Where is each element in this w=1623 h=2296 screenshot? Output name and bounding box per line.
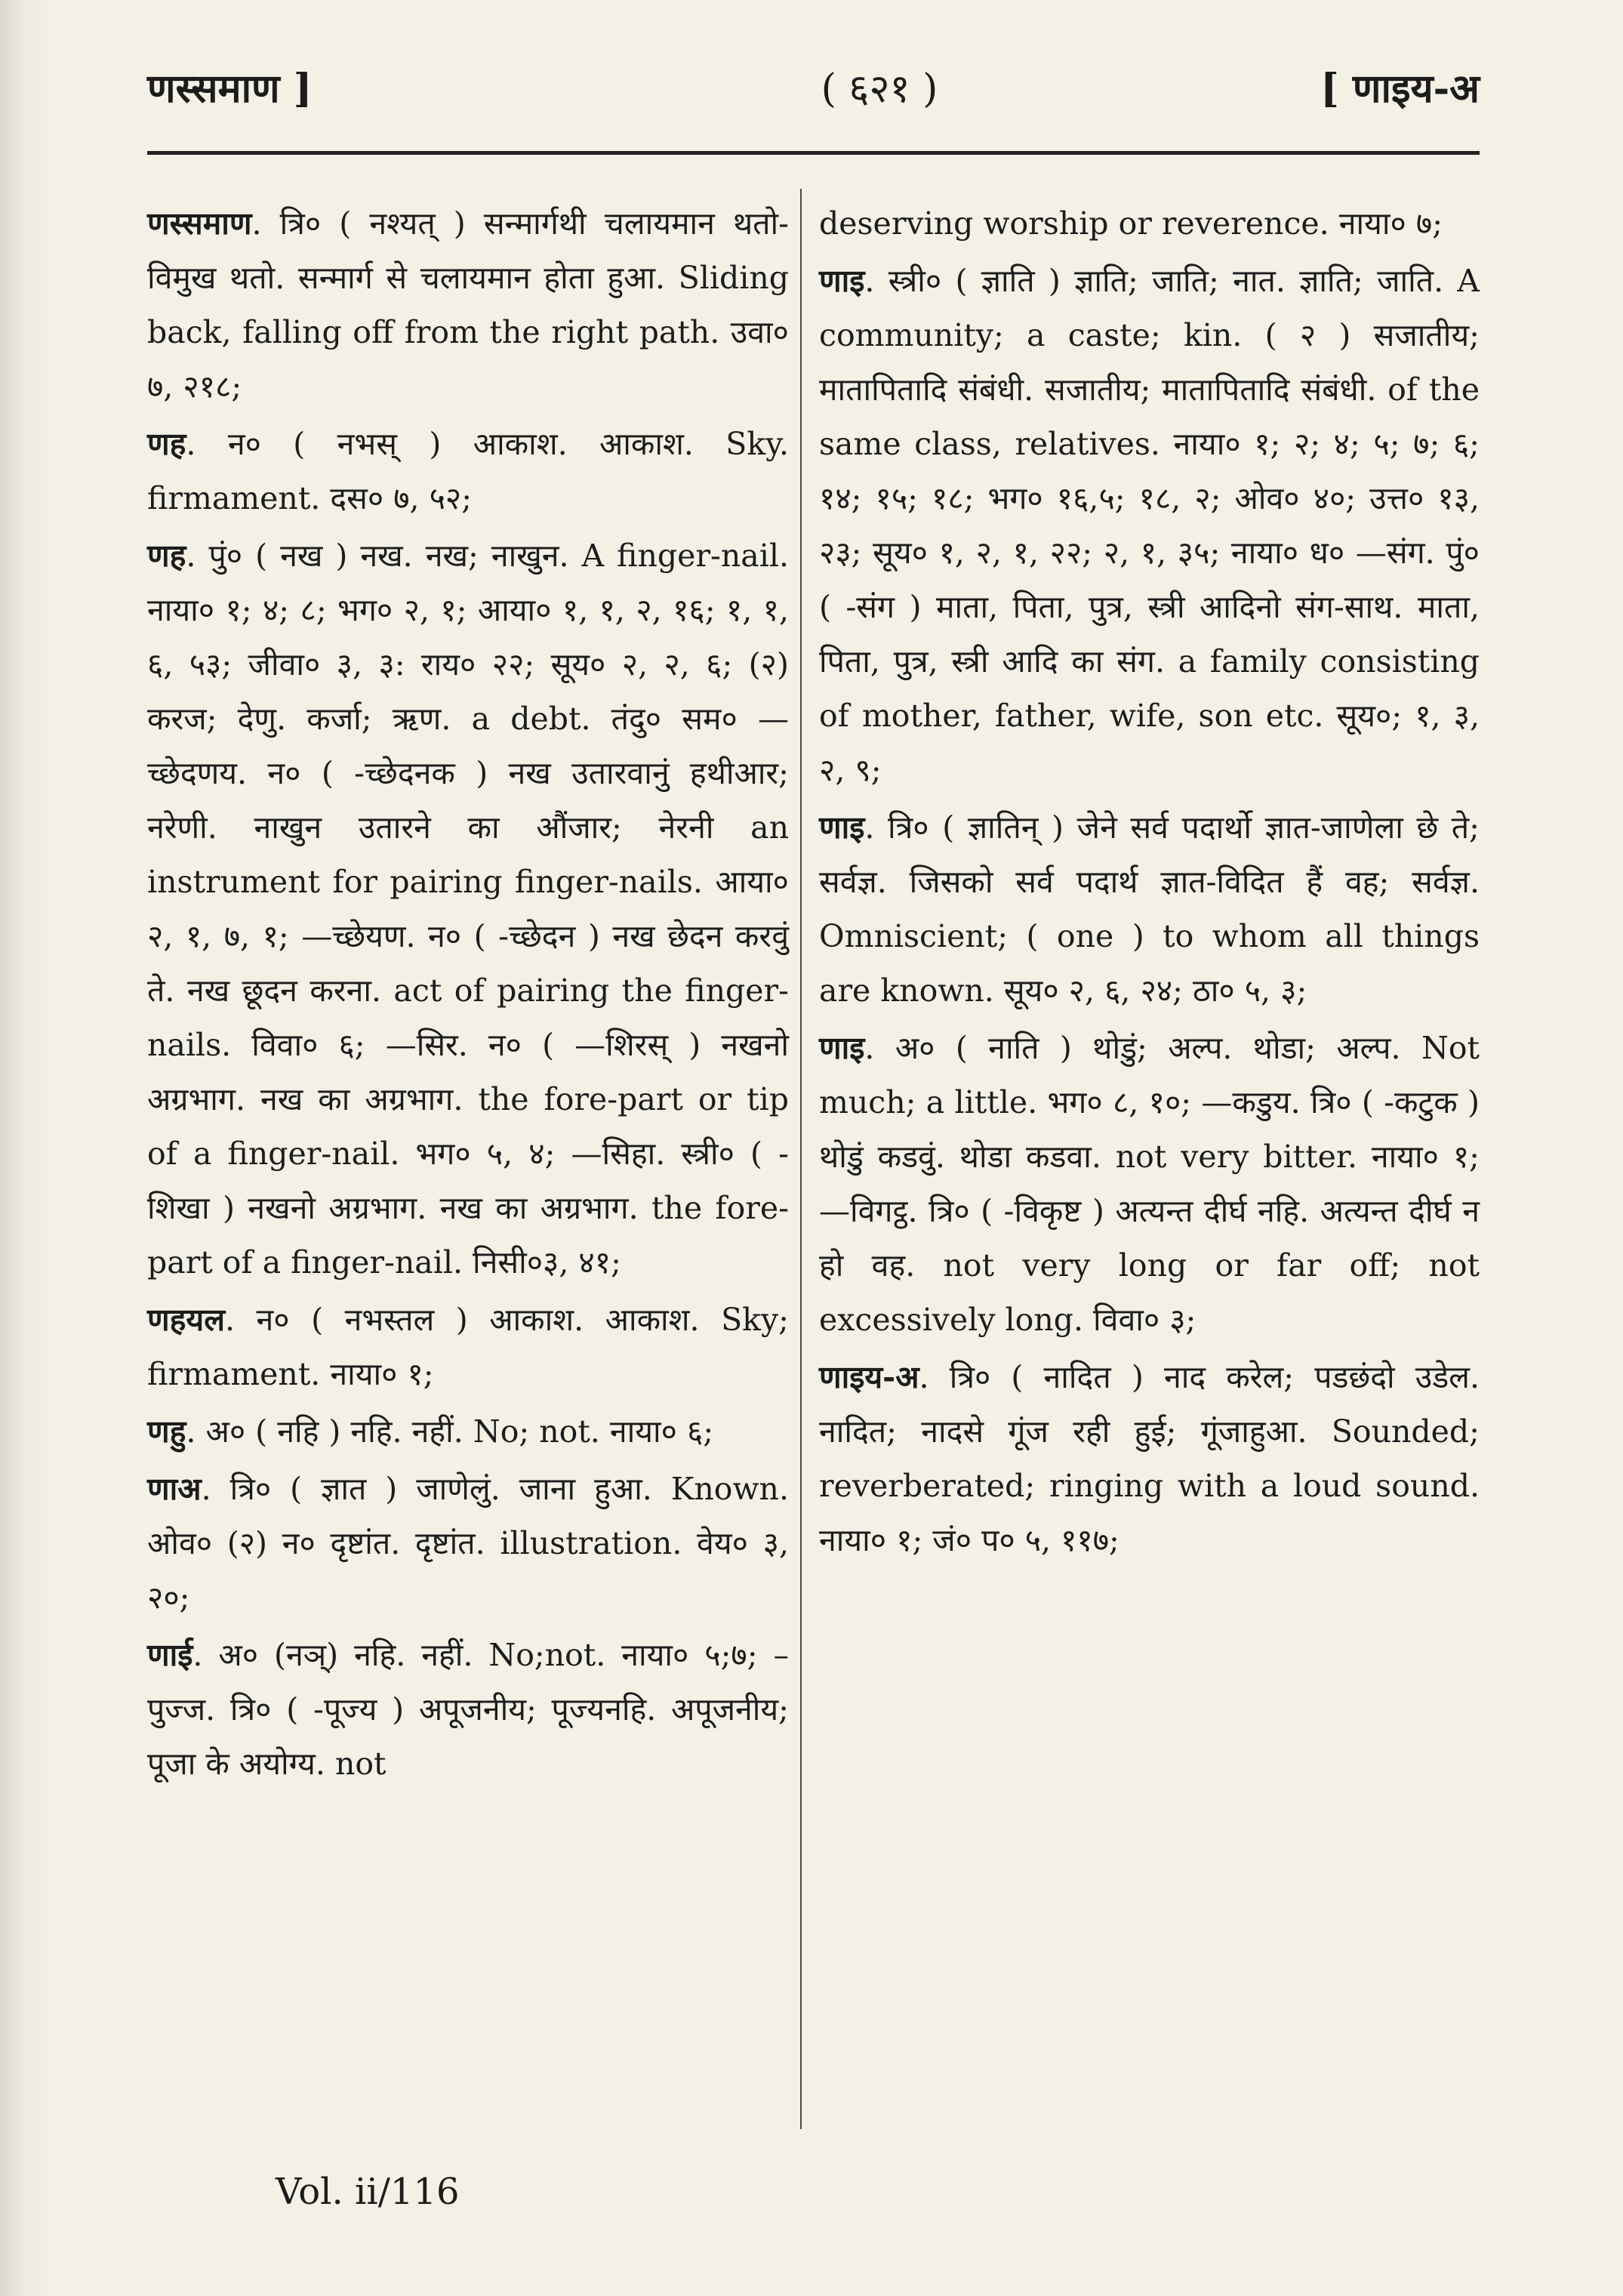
entry: णाअ. त्रि० ( ज्ञात ) जाणेलुं. जाना हुआ. Known. ओव० (२) न० दृष्टांत. दृष्टांत. illustration. वेय० ३, २०; — [147, 1471, 789, 1616]
header-rule — [147, 151, 1480, 155]
headword: णाइ — [819, 263, 865, 299]
entry: णाइ. अ० ( नाति ) थोडुं; अल्प. थोडा; अल्प. Not much; a little. भग० ८, १०; —कडुय. त्रि० ( -कटुक ) थोडुं कडवुं. थोडा कडवा. not very bitter. नाया० १; —विगट्ठ. त्रि० ( -विकृष्ट ) अत्यन्त दीर्घ नहि. अत्यन्त दीर्घ न हो वह. not very long or far off; not excessively long. विवा० ३; — [819, 1030, 1480, 1338]
scan-edge — [0, 0, 53, 2296]
entry: णाइय-अ. त्रि० ( नादित ) नाद करेल; पडछंदो उडेल. नादित; नादसे गूंज रही हुई; गूंजाहुआ. Sounded; reverberated; ringing with a loud sound. नाया० १; जं० प० ५, ११७; — [819, 1359, 1480, 1558]
entry: णह. पुं० ( नख ) नख. नख; नाखुन. A finger-nail. नाया० १; ४; ८; भग० २, १; आया० १, १, २, १६; १, १, ६, ५३; जीवा० ३, ३: राय० २२; सूय० २, २, ६; (२) करज; देणु. कर्जा; ऋण. a debt. तंदु० सम० —च्छेदणय. न० ( -च्छेदनक ) नख उतारवानुं हथीआर; नरेणी. नाखुन उतारने का औंजार; नेरनी an instrument for pairing finger-nails. आया० २, १, ७, १; —च्छेयण. न० ( -च्छेदन ) नख छेदन करवुं ते. नख छूदन करना. act of pairing the finger-nails. विवा० ६; —सिर. न० ( —शिरस् ) नखनो अग्रभाग. नख का अग्रभाग. the fore-part or tip of a finger-nail. भग० ५, ४; —सिहा. स्त्री० ( -शिखा ) नखनो अग्रभाग. नख का अग्रभाग. the fore-part of a finger-nail. निसी०३, ४१; — [147, 538, 789, 1281]
entry: णहु. अ० ( नहि ) नहि. नहीं. No; not. नाया० ६; — [147, 1413, 714, 1450]
entry-text: त्रि० ( ज्ञातिन् ) जेने सर्व पदार्थो ज्ञात-जाणेला छे ते; सर्वज्ञ. जिसको सर्व पदार्थ ज्ञात-विदित हैं वह; सर्वज्ञ. Omniscient; ( one ) to whom all things are known. सूय० २, ६, २४; ठा० ५, ३; — [819, 809, 1480, 1009]
headword: णाइय-अ — [819, 1359, 919, 1395]
headword: णहु — [147, 1413, 186, 1450]
entry-text: स्त्री० ( ज्ञाति ) ज्ञाति; जाति; नात. ज्ञाति; जाति. A community; a caste; kin. ( २ ) सजातीय; मातापितादि संबंधी. सजातीय; मातापितादि संबंधी. of the same class, relatives. नाया० १; २; ४; ५; ७; ६; १४; १५; १८; भग० १६,५; १८, २; ओव० ४०; उत्त० १३, २३; सूय० १, २, १, २२; २, १, ३५; नाया० ध० —संग. पुं० ( -संग ) माता, पिता, पुत्र, स्त्री आदिनो संग-साथ. माता, पिता, पुत्र, स्त्री आदि का संग. a family consisting of mother, father, wife, son etc. सूय०; १, ३, २, ९; — [819, 263, 1480, 788]
entry-continuation — [819, 196, 1480, 251]
entry: णह. न० ( नभस् ) आकाश. आकाश. Sky. firmament. दस० ७, ५२; — [147, 426, 789, 516]
headword: णाइ — [819, 809, 865, 846]
entry: णहयल. न० ( नभस्तल ) आकाश. आकाश. Sky; firmament. नाया० १; — [147, 1302, 789, 1392]
header-right-guide-word: [ णाइय-अ — [1320, 66, 1480, 112]
headword: णस्समाण — [147, 205, 252, 242]
headword: णहयल — [147, 1302, 225, 1338]
headword: णाई — [147, 1637, 193, 1673]
entry: णस्समाण. त्रि० ( नश्यत् ) सन्मार्गथी चलायमान थतो-विमुख थतो. सन्मार्ग से चलायमान होता हुआ. Sliding back, falling off from the right path. उवा० ७, २१८; — [147, 205, 789, 405]
page-number: ( ६२१ ) — [821, 66, 938, 112]
entry: णाई. अ० (नञ्) नहि. नहीं. No;not. नाया० ५;७; –पुज्ज. त्रि० ( -पूज्य ) अपूजनीय; पूज्यनहि. अपूजनीय; पूजा के अयोग्य. not — [147, 1637, 789, 1782]
headword: णाअ — [147, 1471, 202, 1507]
entry-text: पुं० ( नख ) नख. नख; नाखुन. A finger-nail. नाया० १; ४; ८; भग० २, १; आया० १, १, २, १६; १, १, ६, ५३; जीवा० ३, ३: राय० २२; सूय० २, २, ६; (२) करज; देणु. कर्जा; ऋण. a debt. तंदु० सम० —च्छेदणय. न० ( -च्छेदनक ) नख उतारवानुं हथीआर; नरेणी. नाखुन उतारने का औंजार; नेरनी an instrument for pairing finger-nails. आया० २, १, ७, १; —च्छेयण. न० ( -च्छेदन ) नख छेदन करवुं ते. नख छूदन करना. act of pairing the finger-nails. विवा० ६; —सिर. न० ( —शिरस् ) नखनो अग्रभाग. नख का अग्रभाग. the fore-part or tip of a finger-nail. भग० ५, ४; —सिहा. स्त्री० ( -शिखा ) नखनो अग्रभाग. नख का अग्रभाग. the fore-part of a finger-nail. निसी०३, ४१; — [147, 538, 789, 1281]
entry-text: deserving worship or reverence. नाया० ७; — [819, 205, 1443, 242]
entry-text: अ० (नञ्) नहि. नहीं. No;not. नाया० ५;७; –पुज्ज. त्रि० ( -पूज्य ) अपूजनीय; पूज्यनहि. अपूजनीय; पूजा के अयोग्य. not — [147, 1637, 789, 1782]
entry-text: न० ( नभस्तल ) आकाश. आकाश. Sky; firmament. नाया० १; — [147, 1302, 789, 1392]
right-column — [819, 196, 1480, 1570]
entry-text: न० ( नभस् ) आकाश. आकाश. Sky. firmament. दस० ७, ५२; — [147, 426, 789, 516]
headword: णह — [147, 538, 186, 574]
entry-text: त्रि० ( ज्ञात ) जाणेलुं. जाना हुआ. Known. ओव० (२) न० दृष्टांत. दृष्टांत. illustration. वेय० ३, २०; — [147, 1471, 789, 1616]
entry-text: अ० ( नाति ) थोडुं; अल्प. थोडा; अल्प. Not much; a little. भग० ८, १०; —कडुय. त्रि० ( -कटुक ) थोडुं कडवुं. थोडा कडवा. not very bitter. नाया० १; —विगट्ठ. त्रि० ( -विकृष्ट ) अत्यन्त दीर्घ नहि. अत्यन्त दीर्घ न हो वह. not very long or far off; not excessively long. विवा० ३; — [819, 1030, 1480, 1338]
header-left-guide-word: णस्समाण ] — [147, 66, 313, 112]
entry: णाइ. त्रि० ( ज्ञातिन् ) जेने सर्व पदार्थो ज्ञात-जाणेला छे ते; सर्वज्ञ. जिसको सर्व पदार्थ ज्ञात-विदित हैं वह; सर्वज्ञ. Omniscient; ( one ) to whom all things are known. सूय० २, ६, २४; ठा० ५, ३; — [819, 809, 1480, 1009]
headword: णह — [147, 426, 186, 462]
column-divider — [800, 189, 802, 2129]
volume-footer: Vol. ii/116 — [276, 2171, 460, 2213]
entry: णाइ. स्त्री० ( ज्ञाति ) ज्ञाति; जाति; नात. ज्ञाति; जाति. A community; a caste; kin. ( २ ) सजातीय; मातापितादि संबंधी. सजातीय; मातापितादि संबंधी. of the same class, relatives. नाया० १; २; ४; ५; ७; ६; १४; १५; १८; भग० १६,५; १८, २; ओव० ४०; उत्त० १३, २३; सूय० १, २, १, २२; २, १, ३५; नाया० ध० —संग. पुं० ( -संग ) माता, पिता, पुत्र, स्त्री आदिनो संग-साथ. माता, पिता, पुत्र, स्त्री आदि का संग. a family consisting of mother, father, wife, son etc. सूय०; १, ३, २, ९; — [819, 263, 1480, 788]
entry-text: त्रि० ( नश्यत् ) सन्मार्गथी चलायमान थतो-विमुख थतो. सन्मार्ग से चलायमान होता हुआ. Sliding back, falling off from the right path. उवा० ७, २१८; — [147, 205, 789, 405]
page-header — [147, 60, 1480, 128]
headword: णाइ — [819, 1030, 865, 1066]
entry-text: अ० ( नहि ) नहि. नहीं. No; not. नाया० ६; — [205, 1413, 714, 1450]
entry-text: त्रि० ( नादित ) नाद करेल; पडछंदो उडेल. नादित; नादसे गूंज रही हुई; गूंजाहुआ. Sounded; reverberated; ringing with a loud sound. नाया० १; जं० प० ५, ११७; — [819, 1359, 1480, 1558]
left-column — [147, 196, 789, 1794]
